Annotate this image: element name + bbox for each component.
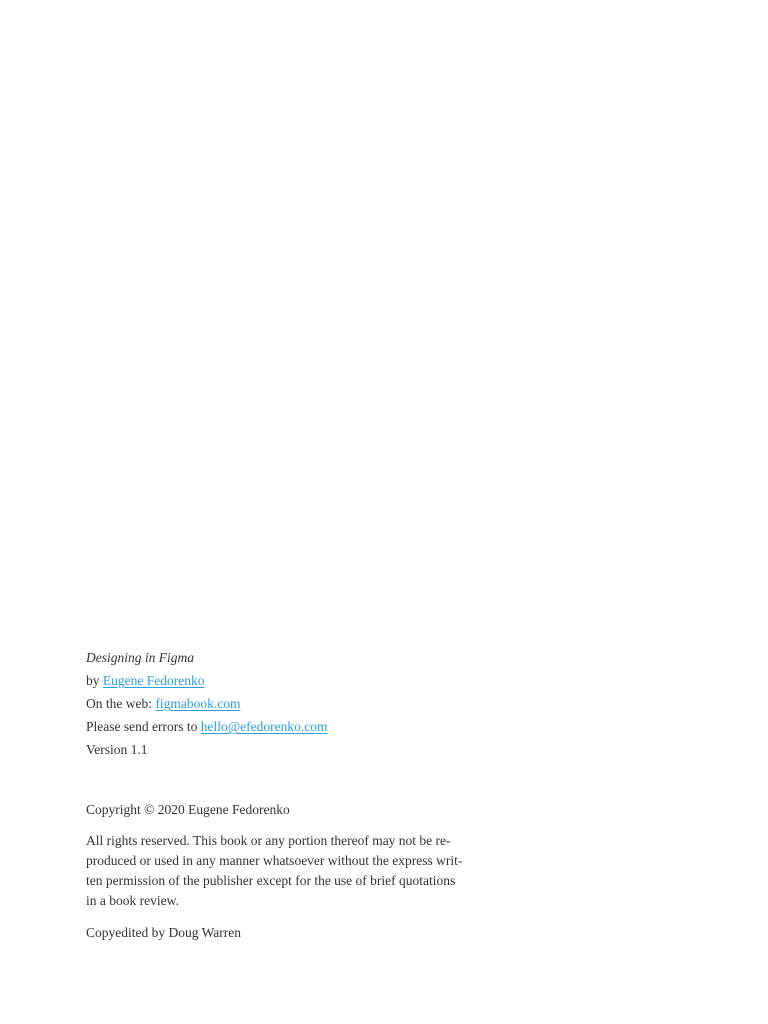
legal-block — [86, 800, 486, 943]
book-title: Designing in Figma — [86, 650, 194, 665]
rights-line: All rights reserved. This book or any portion thereof may not be re- — [86, 833, 451, 848]
rights-line: produced or used in any manner whatsoever without the express writ- — [86, 853, 463, 868]
author-prefix: by — [86, 673, 103, 688]
rights-line: ten permission of the publisher except for the use of brief quotations — [86, 873, 456, 888]
colophon-block — [86, 646, 486, 761]
email-link[interactable]: hello@efedorenko.com — [200, 719, 328, 734]
errors-prefix: Please send errors to — [86, 719, 201, 734]
copyright-text: Copyright © 2020 Eugene Fedorenko — [86, 802, 290, 817]
copyeditor-text: Copyedited by Doug Warren — [86, 925, 242, 940]
rights-paragraph — [86, 831, 486, 911]
web-prefix: On the web: — [86, 696, 156, 711]
version-text: Version 1.1 — [86, 742, 148, 757]
website-link[interactable]: figmabook.com — [155, 696, 241, 711]
author-line — [86, 669, 486, 692]
errors-line — [86, 715, 486, 738]
web-line — [86, 692, 486, 715]
rights-line: in a book review. — [86, 893, 179, 908]
author-link[interactable]: Eugene Fedorenko — [102, 673, 205, 688]
